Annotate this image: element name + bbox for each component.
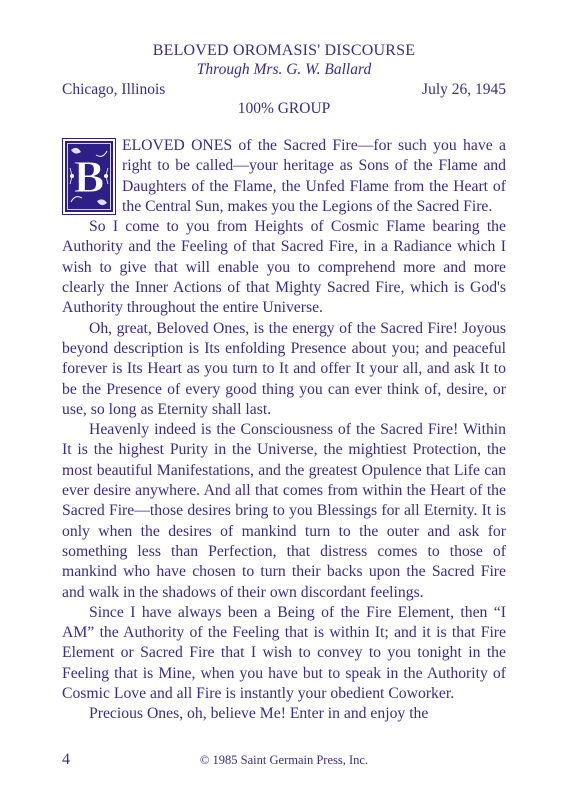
discourse-body (62, 136, 506, 725)
copyright-notice: © 1985 Saint Germain Press, Inc. (199, 753, 369, 767)
paragraph (62, 136, 506, 217)
paragraph-text: ELOVED ONES of the Sacred Fire—for such you have a right to be called—your heritage as Sons of the Flame and Daughters of the Flame, the Unfed Flame from the Heart of the Central Sun, makes you the Legions of the Sacred Fire. (122, 137, 506, 215)
paragraph: Since I have always been a Being of the Fire Element, then “I AM” the Authority of the Feeling that is within It; and it is that Fire Element or Sacred Fire that I wish to convey to you tonight in the Feeling that is Mine, when you have but to speak in the Authority of Cosmic Love and all Fire is instantly your obedient Coworker. (62, 603, 506, 703)
discourse-title: BELOVED OROMASIS' DISCOURSE (152, 42, 416, 59)
date: July 26, 1945 (422, 81, 506, 98)
location: Chicago, Illinois (62, 81, 166, 98)
paragraph: So I come to you from Heights of Cosmic Flame bearing the Authority and the Feeling of that Sacred Fire, in a Radiance which I wish to give that will enable you to comprehend more and more clearly the Inner Actions of that Mighty Sacred Fire, which is God's Authority throughout the entire Universe. (62, 218, 506, 317)
discourse-subtitle: Through Mrs. G. W. Ballard (196, 61, 372, 78)
paragraph: Heavenly indeed is the Consciousness of the Sacred Fire! Within It is the highest Purity in the Universe, the mightiest Protection, the most beautiful Manifestations, and the greatest Opulence that Life can ever desire anywhere. And all that comes from within the Heart of the Sacred Fire—those desires bring to you Blessings for all Eternity. It is only when the desires of mankind turn to the outer and ask for something less than Perfection, that distress comes to those of mankind who have chosen to turn their backs upon the Sacred Fire and walk in the shadows of their own discordant feelings. (62, 421, 506, 601)
page-number: 4 (62, 751, 70, 768)
dropcap-letter: B (73, 151, 105, 202)
dropcap-ornament (62, 138, 116, 215)
paragraph: Oh, great, Beloved Ones, is the energy of the Sacred Fire! Joyous beyond description is Its enfolding Presence about you; and peaceful forever is Its Heart as you turn to It and offer It your all, and ask It to be the Presence of every good thing you can ever think of, desire, or use, so long as Eternity shall last. (62, 319, 506, 418)
paragraph: Precious Ones, oh, believe Me! Enter in and enjoy the (89, 705, 429, 723)
group-label: 100% GROUP (237, 100, 331, 117)
